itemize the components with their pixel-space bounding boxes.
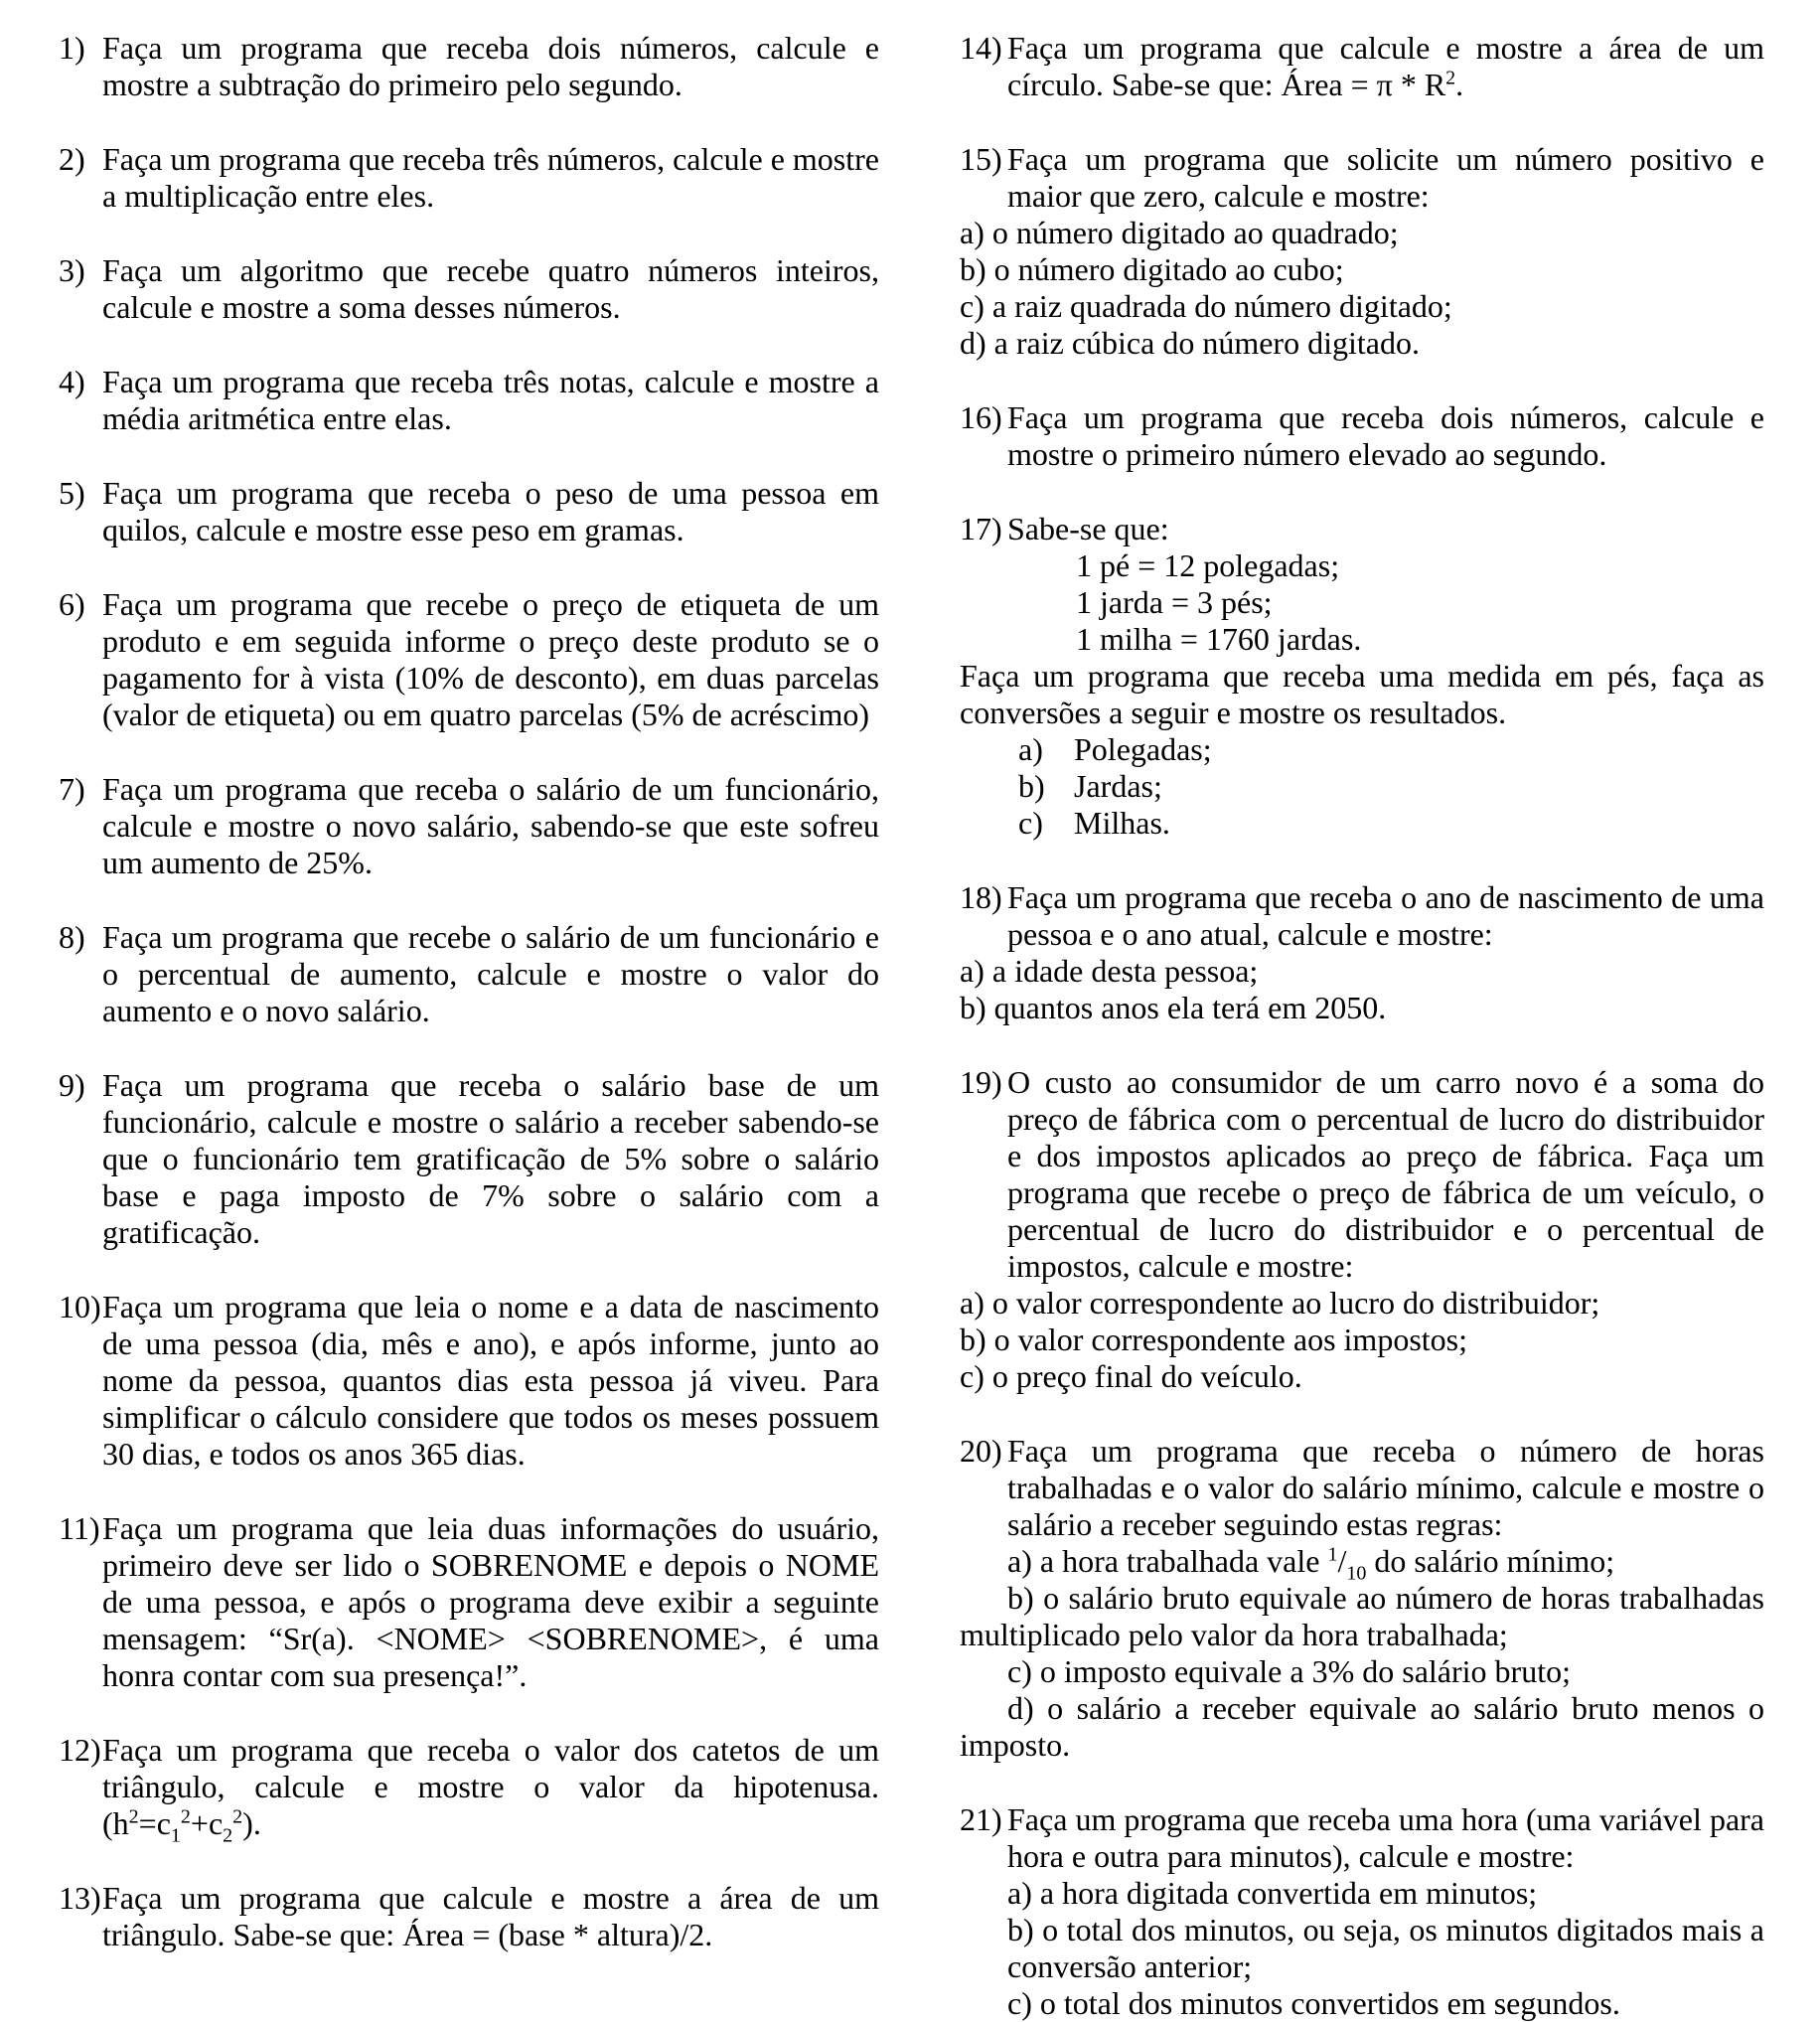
sub-item-text: Polegadas;	[1074, 731, 1212, 767]
exercise-item	[960, 1064, 1764, 1285]
item-number: 8)	[59, 919, 85, 955]
exercise-item	[960, 1801, 1764, 1875]
item-number: 15)	[960, 141, 1002, 177]
item-number: 9)	[59, 1067, 85, 1103]
sub-item-text: c) o total dos minutos convertidos em segundos.	[1007, 1985, 1620, 2021]
item-text: Faça um programa que calcule e mostre a área de um círculo. Sabe-se que: Área = π * $R^2$.	[1007, 30, 1764, 102]
item-number: 1)	[59, 30, 85, 66]
subscript: 1	[170, 1824, 181, 1847]
sub-item-text: 1 milha = 1760 jardas.	[1076, 621, 1362, 657]
item-number: 12)	[59, 1732, 101, 1768]
item-number: 4)	[59, 364, 85, 399]
item-text: Faça um algoritmo que recebe quatro números inteiros, calcule e mostre a soma desses números.	[102, 252, 879, 325]
exercise-item	[59, 1732, 879, 1847]
item-number: 11)	[59, 1510, 100, 1546]
item-text: Faça um programa que receba três notas, calcule e mostre a média aritmética entre elas.	[102, 364, 879, 436]
sub-item	[960, 325, 1764, 362]
exercise-item	[59, 1067, 879, 1251]
item-text: Faça um programa que leia o nome e a data de nascimento de uma pessoa (dia, mês e ano), e após informe, junto ao nome da pessoa, quantos dias esta pessoa já viveu. Para simplificar o cálculo considere que todos os meses possuem 30 dias, e todos os anos 365 dias.	[102, 1289, 879, 1472]
sub-item	[960, 1690, 1764, 1764]
sub-item-text: a) a idade desta pessoa;	[960, 953, 1259, 989]
item-number: 13)	[59, 1880, 101, 1916]
exercise-item	[59, 1510, 879, 1694]
item-text: Faça um programa que recebe o preço de etiqueta de um produto e em seguida informe o preço deste produto se o pagamento for à vista (10% de desconto), em duas parcelas (valor de etiqueta) ou em quatro parcelas (5% de acréscimo)	[102, 586, 879, 732]
sub-item	[1076, 584, 1764, 621]
superscript: 2	[128, 1805, 139, 1828]
item-number: 14)	[960, 30, 1002, 66]
sub-item	[1076, 547, 1764, 584]
item-text: Faça um programa que receba o valor dos catetos de um triângulo, calcule e mostre o valor da hipotenusa. $(h^2=c_1^2+c_2^2)$.	[102, 1732, 879, 1847]
exercise-item	[59, 252, 879, 326]
exercise-item	[59, 141, 879, 215]
item-text: Faça um programa que receba dois números, calcule e mostre a subtração do primeiro pelo segundo.	[102, 30, 879, 102]
subscript: 2	[223, 1824, 233, 1847]
sub-item-letter: a)	[1018, 731, 1043, 767]
item-text: Faça um programa que leia duas informações do usuário, primeiro deve ser lido o SOBRENOME e depois o NOME de uma pessoa, e após o programa deve exibir a seguinte mensagem: “Sr(a). <NOME> <SOBRENOME>, é uma honra contar com sua presença!”.	[102, 1510, 879, 1693]
exercise-item	[960, 30, 1764, 103]
column-left	[59, 30, 879, 2022]
superscript: 2	[180, 1805, 191, 1828]
sub-item-text: c) o preço final do veículo.	[960, 1358, 1302, 1394]
sub-item-text: b) o número digitado ao cubo;	[960, 251, 1344, 287]
exercise-item	[960, 1433, 1764, 1543]
sub-item	[1007, 1985, 1764, 2022]
sub-item-text: 1 pé = 12 polegadas;	[1076, 547, 1340, 583]
exercise-item	[960, 141, 1764, 215]
sub-item	[960, 215, 1764, 251]
item-number: 6)	[59, 586, 85, 622]
item-text: Faça um programa que receba o número de horas trabalhadas e o valor do salário mínimo, calcule e mostre o salário a receber seguindo estas regras:	[1007, 1433, 1764, 1542]
sub-item	[960, 990, 1764, 1026]
sub-item-text: c) a raiz quadrada do número digitado;	[960, 288, 1452, 324]
sub-item	[960, 1358, 1764, 1395]
sub-item	[1018, 731, 1764, 768]
item-number: 2)	[59, 141, 85, 177]
item-number: 10)	[59, 1289, 101, 1324]
sub-item-text: c) o imposto equivale a 3% do salário bruto;	[1007, 1653, 1571, 1689]
item-text: Faça um programa que receba uma hora (uma variável para hora e outra para minutos), calcule e mostre:	[1007, 1801, 1764, 1874]
item-text: O custo ao consumidor de um carro novo é a soma do preço de fábrica com o percentual de lucro do distribuidor e dos impostos aplicados ao preço de fábrica. Faça um programa que recebe o preço de fábrica de um veículo, o percentual de lucro do distribuidor e o percentual de impostos, calcule e mostre:	[1007, 1064, 1764, 1284]
item-text: Faça um programa que receba o salário base de um funcionário, calcule e mostre o salário a receber sabendo-se que o funcionário tem gratificação de 5% sobre o salário base e paga imposto de 7% sobre o salário com a gratificação.	[102, 1067, 879, 1250]
superscript: 2	[1445, 67, 1456, 89]
item-number: 3)	[59, 252, 85, 288]
subscript: 10	[1346, 1562, 1367, 1585]
sub-item-text: a) o valor correspondente ao lucro do distribuidor;	[960, 1285, 1600, 1321]
sub-item	[1076, 621, 1764, 658]
item-number: 7)	[59, 771, 85, 807]
item-number: 17)	[960, 511, 1002, 546]
sub-item	[960, 1653, 1764, 1690]
sub-item-text: d) o salário a receber equivale ao salário bruto menos o imposto.	[960, 1690, 1764, 1763]
item-text: Faça um programa que receba o ano de nascimento de uma pessoa e o ano atual, calcule e mostre:	[1007, 879, 1764, 952]
paragraph: Faça um programa que receba uma medida em pés, faça as conversões a seguir e mostre os resultados.	[960, 658, 1764, 730]
sub-item	[960, 288, 1764, 325]
sub-item	[1018, 768, 1764, 805]
sub-item-text: Jardas;	[1074, 768, 1162, 804]
exercise-item	[960, 399, 1764, 473]
exercise-item	[59, 475, 879, 548]
sub-item-text: a) a hora digitada convertida em minutos;	[1007, 1875, 1538, 1911]
item-number: 21)	[960, 1801, 1002, 1837]
exercise-item	[59, 919, 879, 1029]
exercise-item	[59, 1289, 879, 1473]
item-number: 16)	[960, 399, 1002, 435]
exercise-item	[59, 30, 879, 103]
item-text: Faça um programa que receba dois números, calcule e mostre o primeiro número elevado ao segundo.	[1007, 399, 1764, 472]
sub-item-text: b) o total dos minutos, ou seja, os minutos digitados mais a conversão anterior;	[1007, 1912, 1764, 1984]
sub-item	[1018, 805, 1764, 842]
superscript: 2	[232, 1805, 243, 1828]
exercise-item	[59, 1880, 879, 1953]
column-right	[960, 30, 1764, 2022]
item-text: Faça um programa que recebe o salário de um funcionário e o percentual de aumento, calcule e mostre o valor do aumento e o novo salário.	[102, 919, 879, 1028]
exercise-item	[960, 511, 1764, 547]
sub-item	[960, 1543, 1764, 1585]
exercise-item	[59, 771, 879, 881]
superscript: 1	[1327, 1543, 1338, 1566]
item-number: 20)	[960, 1433, 1002, 1469]
item-text: Sabe-se que:	[1007, 511, 1169, 546]
sub-item	[960, 1285, 1764, 1322]
sub-item-letter: b)	[1018, 768, 1045, 804]
sub-item-letter: c)	[1018, 805, 1043, 841]
sub-item-text: b) o valor correspondente aos impostos;	[960, 1322, 1467, 1357]
sub-item-text: 1 jarda = 3 pés;	[1076, 584, 1273, 620]
sub-item-text: d) a raiz cúbica do número digitado.	[960, 325, 1420, 361]
sub-item	[960, 1580, 1764, 1653]
sub-item	[960, 251, 1764, 288]
sub-item-text: a) a hora trabalhada vale $^1/_{10}$ do salário mínimo;	[1007, 1543, 1615, 1585]
item-text: Faça um programa que receba o peso de uma pessoa em quilos, calcule e mostre esse peso em gramas.	[102, 475, 879, 547]
item-number: 18)	[960, 879, 1002, 915]
item-text: Faça um programa que receba o salário de um funcionário, calcule e mostre o novo salário, sabendo-se que este sofreu um aumento de 25%.	[102, 771, 879, 880]
sub-item	[1007, 1912, 1764, 1985]
sub-item-text: b) o salário bruto equivale ao número de horas trabalhadas multiplicado pelo valor da hora trabalhada;	[960, 1580, 1764, 1652]
item-number: 19)	[960, 1064, 1002, 1100]
sub-item	[960, 953, 1764, 990]
item-number: 5)	[59, 475, 85, 511]
sub-item	[1007, 1875, 1764, 1912]
exercise-item	[59, 364, 879, 437]
sub-item	[960, 1322, 1764, 1358]
sub-item-text: a) o número digitado ao quadrado;	[960, 215, 1399, 250]
exercise-item	[59, 586, 879, 733]
item-text: Faça um programa que solicite um número positivo e maior que zero, calcule e mostre:	[1007, 141, 1764, 214]
item-text: Faça um programa que receba três números, calcule e mostre a multiplicação entre eles.	[102, 141, 879, 214]
sub-item-text: b) quantos anos ela terá em 2050.	[960, 990, 1387, 1025]
sub-item-text: Milhas.	[1074, 805, 1170, 841]
item-text: Faça um programa que calcule e mostre a área de um triângulo. Sabe-se que: Área = (base * altura)/2.	[102, 1880, 879, 1952]
exercise-item	[960, 879, 1764, 953]
